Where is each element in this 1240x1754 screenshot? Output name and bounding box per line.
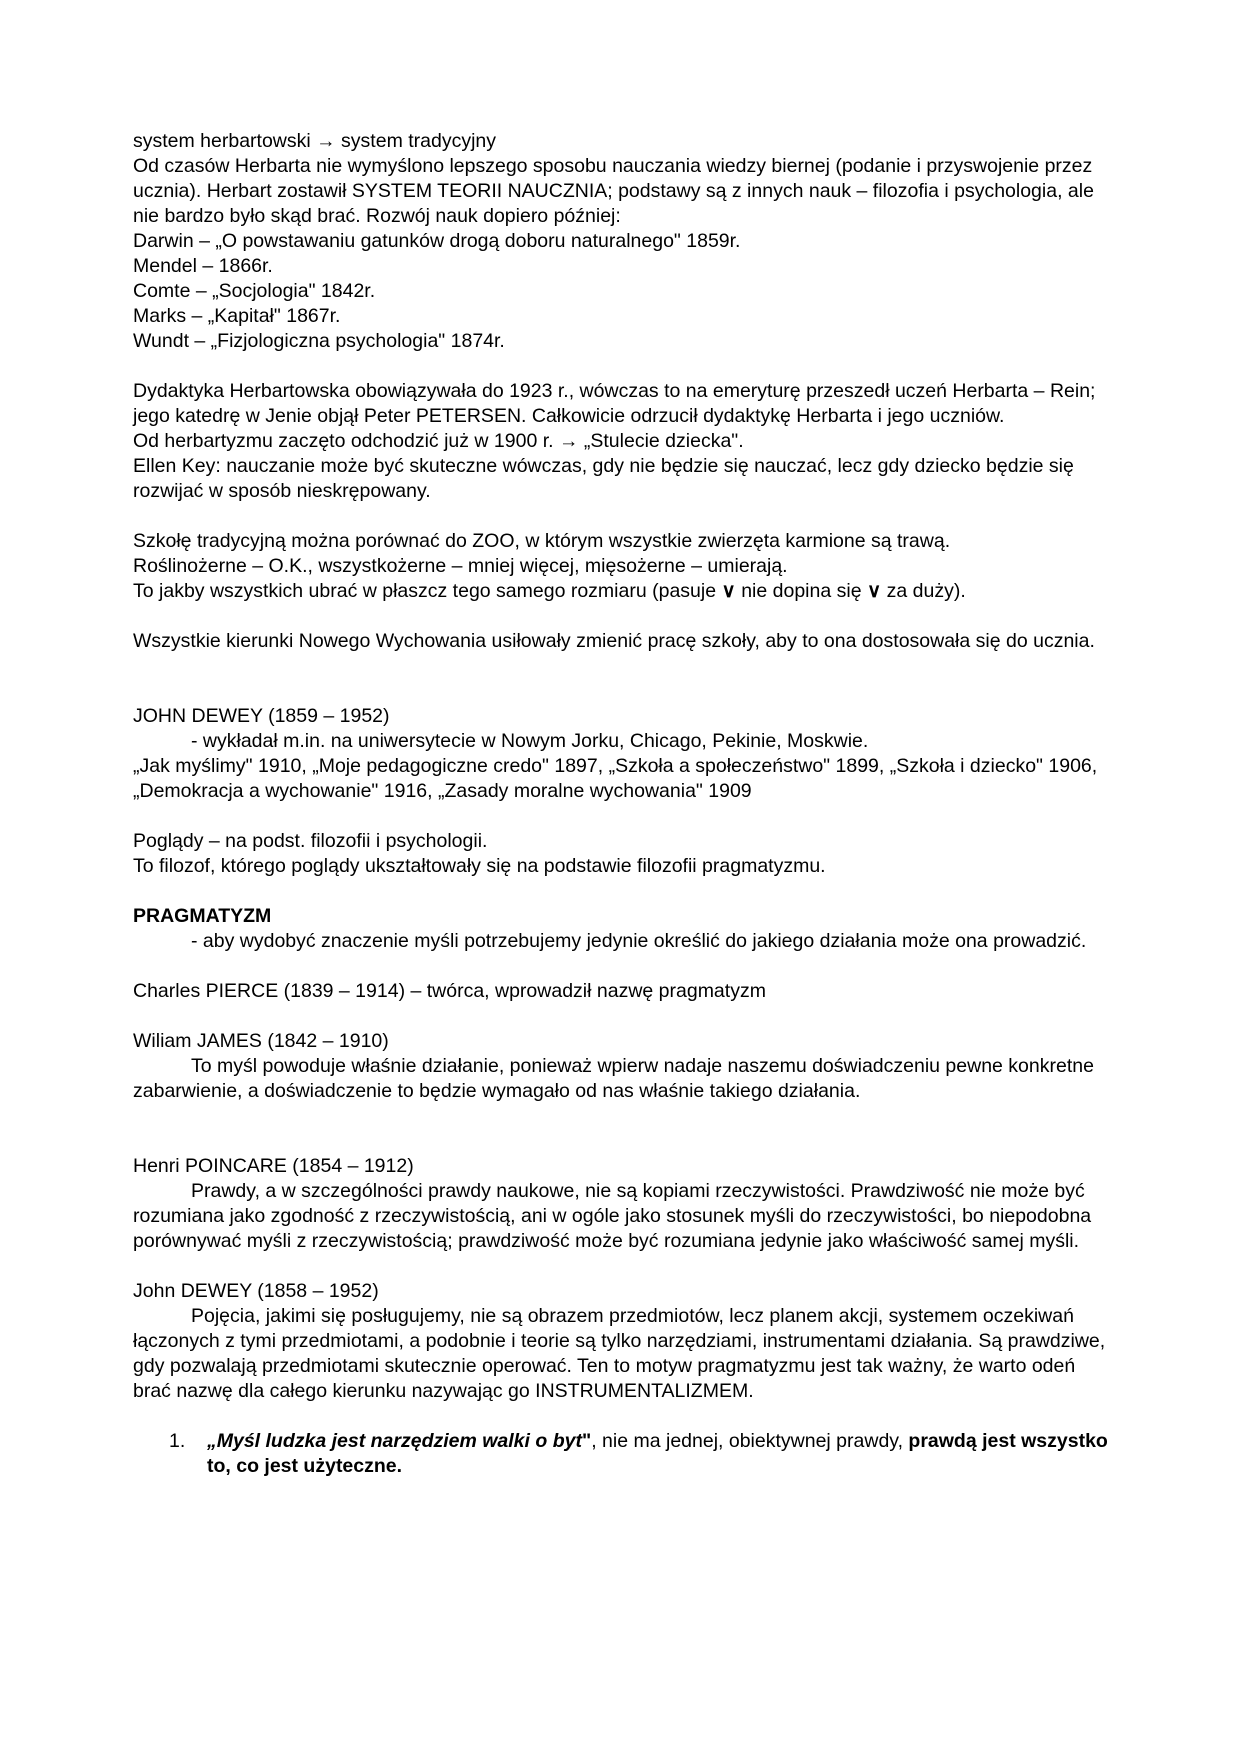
text-run: „Jak myślimy" 1910, „Moje pedagogiczne credo" 1897, „Szkoła a społeczeństwo" 1899, „Szkoła i dziecko" 1906, „Demokracja a wychowanie" 1916, „Zasady moralne wychowania" 1909 bbox=[133, 755, 1103, 802]
text-run: Charles PIERCE (1839 – 1914) – twórca, wprowadził nazwę pragmatyzm bbox=[133, 980, 766, 1002]
paragraph-gap bbox=[133, 1404, 1118, 1429]
text-run: ∨ bbox=[721, 580, 736, 602]
list-number: 1. bbox=[169, 1430, 186, 1452]
paragraph-gap bbox=[133, 354, 1118, 379]
text-run: " bbox=[581, 1430, 592, 1452]
text-run: To myśl powoduje właśnie działanie, ponieważ wpierw nadaje naszemu doświadczeniu pewne konkretne zabarwienie, a doświadczenie to będzie wymagało od nas właśnie takiego działania. bbox=[133, 1055, 1100, 1102]
text-run: JOHN DEWEY (1859 – 1952) bbox=[133, 705, 390, 727]
paragraph bbox=[133, 829, 1118, 854]
paragraph-gap bbox=[133, 1004, 1118, 1029]
paragraph-gap bbox=[133, 1104, 1118, 1154]
text-run: Od herbartyzmu zaczęto odchodzić już w 1900 r. → „Stulecie dziecka". bbox=[133, 430, 744, 452]
text-run: Dydaktyka Herbartowska obowiązywała do 1923 r., wówczas to na emeryturę przeszedł uczeń Herbarta – Rein; jego katedrę w Jenie objął Peter PETERSEN. Całkowicie odrzucił dydaktykę Herbarta i jego uczniów. bbox=[133, 380, 1101, 427]
paragraph bbox=[133, 429, 1118, 454]
text-run: Comte – „Socjologia" 1842r. bbox=[133, 280, 376, 302]
text-run: To jakby wszystkich ubrać w płaszcz tego samego rozmiaru (pasuje bbox=[133, 580, 722, 602]
text-run: Wszystkie kierunki Nowego Wychowania usiłowały zmienić pracę szkoły, aby to ona dostosowała się do ucznia. bbox=[133, 630, 1095, 652]
paragraph bbox=[133, 229, 1118, 254]
paragraph bbox=[133, 1304, 1118, 1404]
text-run: , nie ma jednej, obiektywnej prawdy, bbox=[591, 1430, 909, 1452]
paragraph bbox=[133, 629, 1118, 654]
text-run: Prawdy, a w szczególności prawdy naukowe, nie są kopiami rzeczywistości. Prawdziwość nie może być rozumiana jako zgodność z rzeczywistością, ani w ogóle jako stosunek myśli do rzeczywistości, bo niepodobna porównywać myśli z rzeczywistością; prawdziwość może być rozumiana jedynie jako właściwość samej myśli. bbox=[133, 1180, 1097, 1252]
paragraph bbox=[133, 904, 1118, 929]
text-run: „Myśl ludzka jest narzędziem walki o byt bbox=[207, 1430, 582, 1452]
paragraph-gap bbox=[133, 1254, 1118, 1279]
paragraph bbox=[133, 529, 1118, 554]
paragraph-gap bbox=[133, 879, 1118, 904]
text-run: ∨ bbox=[866, 580, 882, 602]
text-run: Henri POINCARE (1854 – 1912) bbox=[133, 1155, 414, 1177]
text-run: system herbartowski → system tradycyjny bbox=[133, 130, 497, 152]
paragraph bbox=[133, 1154, 1118, 1179]
paragraph bbox=[133, 279, 1118, 304]
paragraph bbox=[133, 254, 1118, 279]
text-run: Ellen Key: nauczanie może być skuteczne wówczas, gdy nie będzie się nauczać, lecz gdy dziecko będzie się rozwijać w sposób nieskrępowany. bbox=[133, 455, 1080, 502]
paragraph bbox=[133, 154, 1118, 229]
text-run: Szkołę tradycyjną można porównać do ZOO, w którym wszystkie zwierzęta karmione są trawą. bbox=[133, 530, 951, 552]
paragraph bbox=[133, 979, 1118, 1004]
text-run: Pojęcia, jakimi się posługujemy, nie są obrazem przedmiotów, lecz planem akcji, systemem oczekiwań łączonych z tymi przedmiotami, a podobnie i teorie są tylko narzędziami, instrumentami działania. Są prawdziwe, gdy pozwalają przedmiotami skutecznie operować. Ten to motyw pragmatyzmu jest tak ważny, że warto odeń brać nazwę dla całego kierunku nazywając go INSTRUMENTALIZMEM. bbox=[133, 1305, 1111, 1402]
text-run: Poglądy – na podst. filozofii i psychologii. bbox=[133, 830, 488, 852]
paragraph-gap bbox=[133, 604, 1118, 629]
text-run: Darwin – „O powstawaniu gatunków drogą doboru naturalnego" 1859r. bbox=[133, 230, 741, 252]
paragraph bbox=[133, 579, 1118, 604]
document-body bbox=[133, 129, 1118, 1479]
text-run: Roślinożerne – O.K., wszystkożerne – mniej więcej, mięsożerne – umierają. bbox=[133, 555, 788, 577]
paragraph bbox=[133, 1029, 1118, 1054]
paragraph bbox=[133, 754, 1118, 804]
paragraph-gap bbox=[133, 504, 1118, 529]
text-run: John DEWEY (1858 – 1952) bbox=[133, 1280, 379, 1302]
text-run: PRAGMATYZM bbox=[133, 905, 272, 927]
text-run: nie dopina się bbox=[735, 580, 867, 602]
paragraph bbox=[133, 1054, 1118, 1104]
paragraph bbox=[133, 129, 1118, 154]
paragraph bbox=[133, 329, 1118, 354]
paragraph bbox=[133, 554, 1118, 579]
paragraph bbox=[133, 704, 1118, 729]
text-run: - aby wydobyć znaczenie myśli potrzebujemy jedynie określić do jakiego działania może ona prowadzić. bbox=[191, 930, 1087, 952]
text-run: za duży). bbox=[881, 580, 966, 602]
paragraph bbox=[133, 854, 1118, 879]
text-run: - wykładał m.in. na uniwersytecie w Nowym Jorku, Chicago, Pekinie, Moskwie. bbox=[191, 730, 869, 752]
paragraph bbox=[133, 454, 1118, 504]
text-run: Od czasów Herbarta nie wymyślono lepszego sposobu nauczania wiedzy biernej (podanie i przyswojenie przez ucznia). Herbart zostawił SYSTEM TEORII NAUCZNIA; podstawy są z innych nauk – filozofia i psychologia, ale nie bardzo było skąd brać. Rozwój nauk dopiero później: bbox=[133, 155, 1100, 227]
paragraph-gap bbox=[133, 954, 1118, 979]
paragraph bbox=[133, 1179, 1118, 1254]
text-run: prawdą jest wszystko to, co jest użyteczne. bbox=[207, 1430, 1108, 1477]
paragraph-gap bbox=[133, 804, 1118, 829]
list-item-text bbox=[207, 1429, 1118, 1479]
text-run: Marks – „Kapitał" 1867r. bbox=[133, 305, 341, 327]
paragraph bbox=[133, 1279, 1118, 1304]
paragraph bbox=[133, 379, 1118, 429]
paragraph bbox=[133, 929, 1118, 954]
text-run: Wundt – „Fizjologiczna psychologia" 1874r. bbox=[133, 330, 505, 352]
text-run: To filozof, którego poglądy ukształtowały się na podstawie filozofii pragmatyzmu. bbox=[133, 855, 826, 877]
paragraph bbox=[133, 304, 1118, 329]
text-run: Mendel – 1866r. bbox=[133, 255, 273, 277]
paragraph-gap bbox=[133, 654, 1118, 704]
list-item bbox=[133, 1429, 1118, 1479]
text-run: Wiliam JAMES (1842 – 1910) bbox=[133, 1030, 389, 1052]
paragraph bbox=[133, 729, 1118, 754]
